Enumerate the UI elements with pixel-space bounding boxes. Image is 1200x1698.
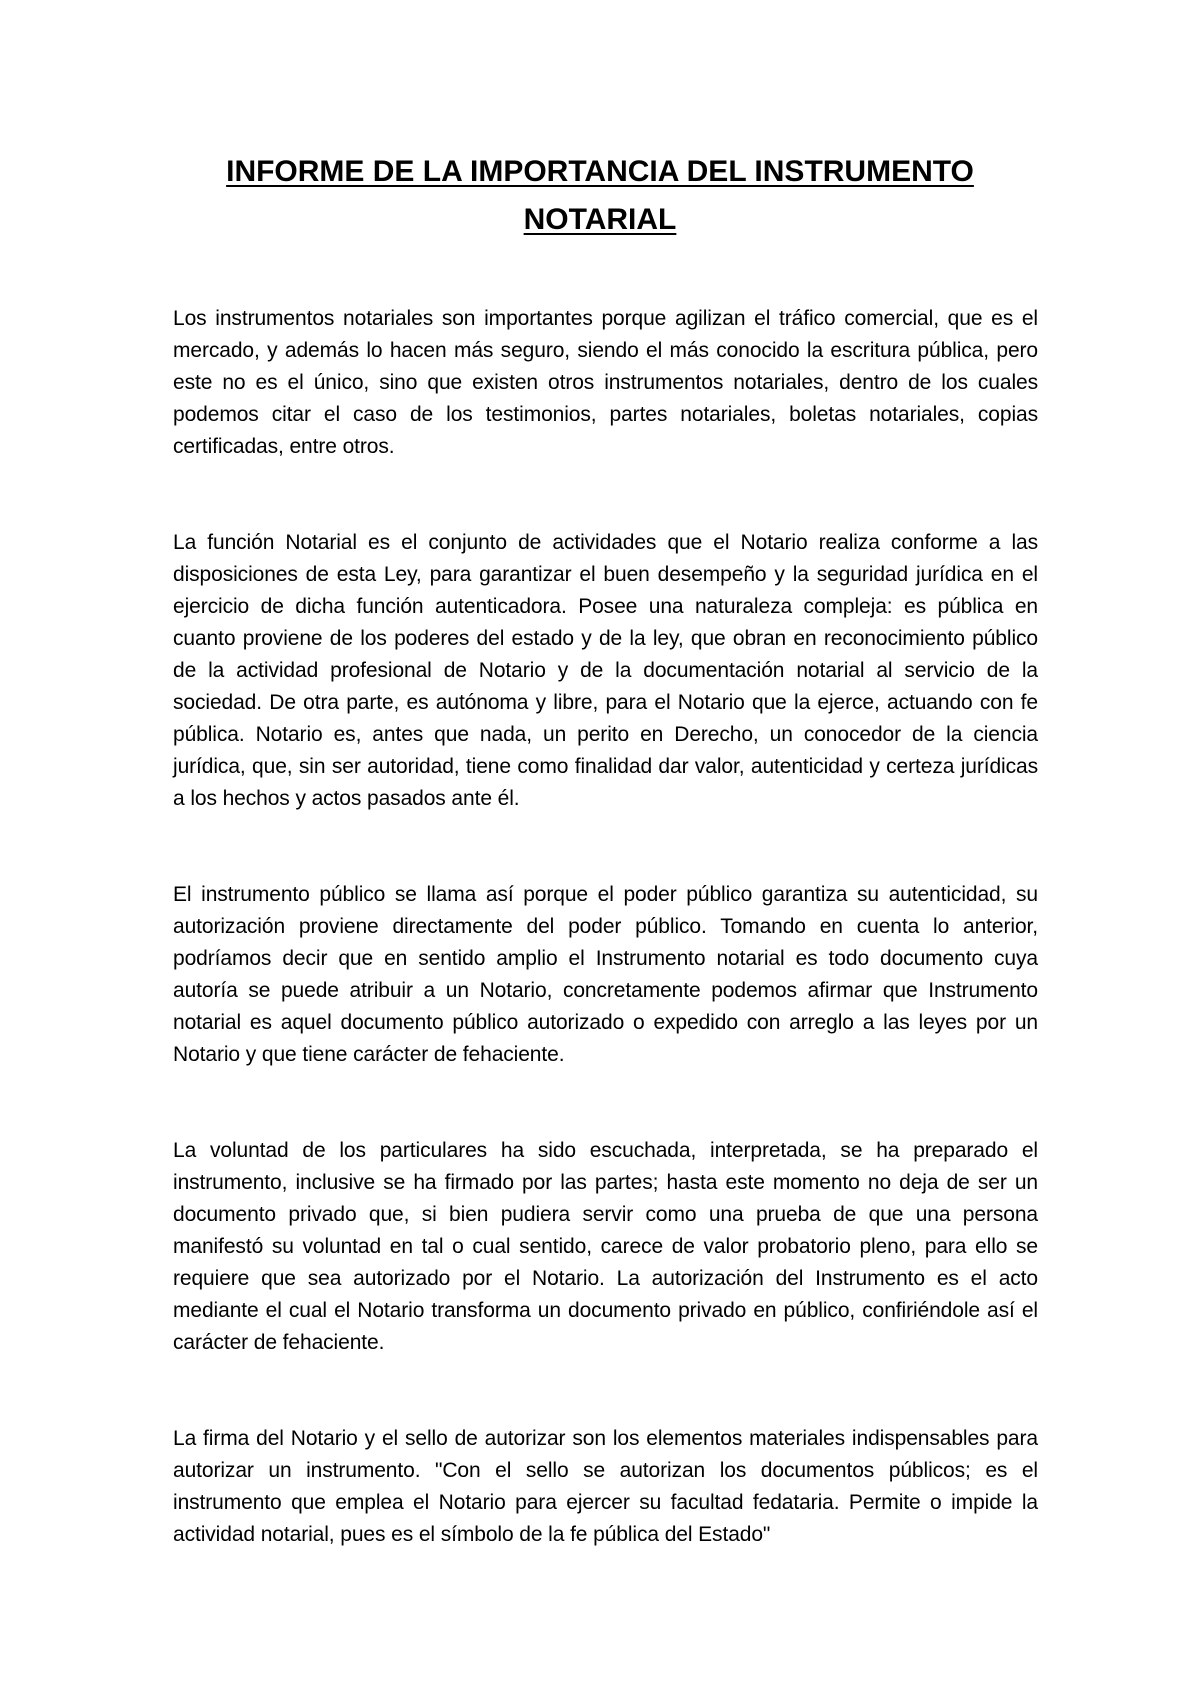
paragraph-3: El instrumento público se llama así porque el poder público garantiza su autenticidad, su autorización proviene directamente del poder público. Tomando en cuenta lo anterior, podríamos decir que en sentido amplio el Instrumento notarial es todo documento cuya autoría se puede atribuir a un Notario, concretamente podemos afirmar que Instrumento notarial es aquel documento público autorizado o expedido con arreglo a las leyes por un Notario y que tiene carácter de fehaciente. (173, 883, 1038, 1066)
paragraph-5: La firma del Notario y el sello de autorizar son los elementos materiales indispensables para autorizar un instrumento. "Con el sello se autorizan los documentos públicos; es el instrumento que emplea el Notario para ejercer su facultad fedataria. Permite o impide la actividad notarial, pues es el símbolo de la fe pública del Estado" (173, 1427, 1038, 1546)
paragraph-2: La función Notarial es el conjunto de actividades que el Notario realiza conforme a las disposiciones de esta Ley, para garantizar el buen desempeño y la seguridad jurídica en el ejercicio de dicha función autenticadora. Posee una naturaleza compleja: es pública en cuanto proviene de los poderes del estado y de la ley, que obran en reconocimiento público de la actividad profesional de Notario y de la documentación notarial al servicio de la sociedad. De otra parte, es autónoma y libre, para el Notario que la ejerce, actuando con fe pública. Notario es, antes que nada, un perito en Derecho, un conocedor de la ciencia jurídica, que, sin ser autoridad, tiene como finalidad dar valor, autenticidad y certeza jurídicas a los hechos y actos pasados ante él. (173, 531, 1038, 810)
paragraph-1: Los instrumentos notariales son importantes porque agilizan el tráfico comercial, que es el mercado, y además lo hacen más seguro, siendo el más conocido la escritura pública, pero este no es el único, sino que existen otros instrumentos notariales, dentro de los cuales podemos citar el caso de los testimonios, partes notariales, boletas notariales, copias certificadas, entre otros. (173, 307, 1038, 458)
paragraph-4: La voluntad de los particulares ha sido escuchada, interpretada, se ha preparado el instrumento, inclusive se ha firmado por las partes; hasta este momento no deja de ser un documento privado que, si bien pudiera servir como una prueba de que una persona manifestó su voluntad en tal o cual sentido, carece de valor probatorio pleno, para ello se requiere que sea autorizado por el Notario. La autorización del Instrumento es el acto mediante el cual el Notario transforma un documento privado en público, confiriéndole así el carácter de fehaciente. (173, 1139, 1038, 1354)
document-title: INFORME DE LA IMPORTANCIA DEL INSTRUMENTO NOTARIAL (226, 155, 974, 236)
document-body (173, 303, 1038, 1551)
